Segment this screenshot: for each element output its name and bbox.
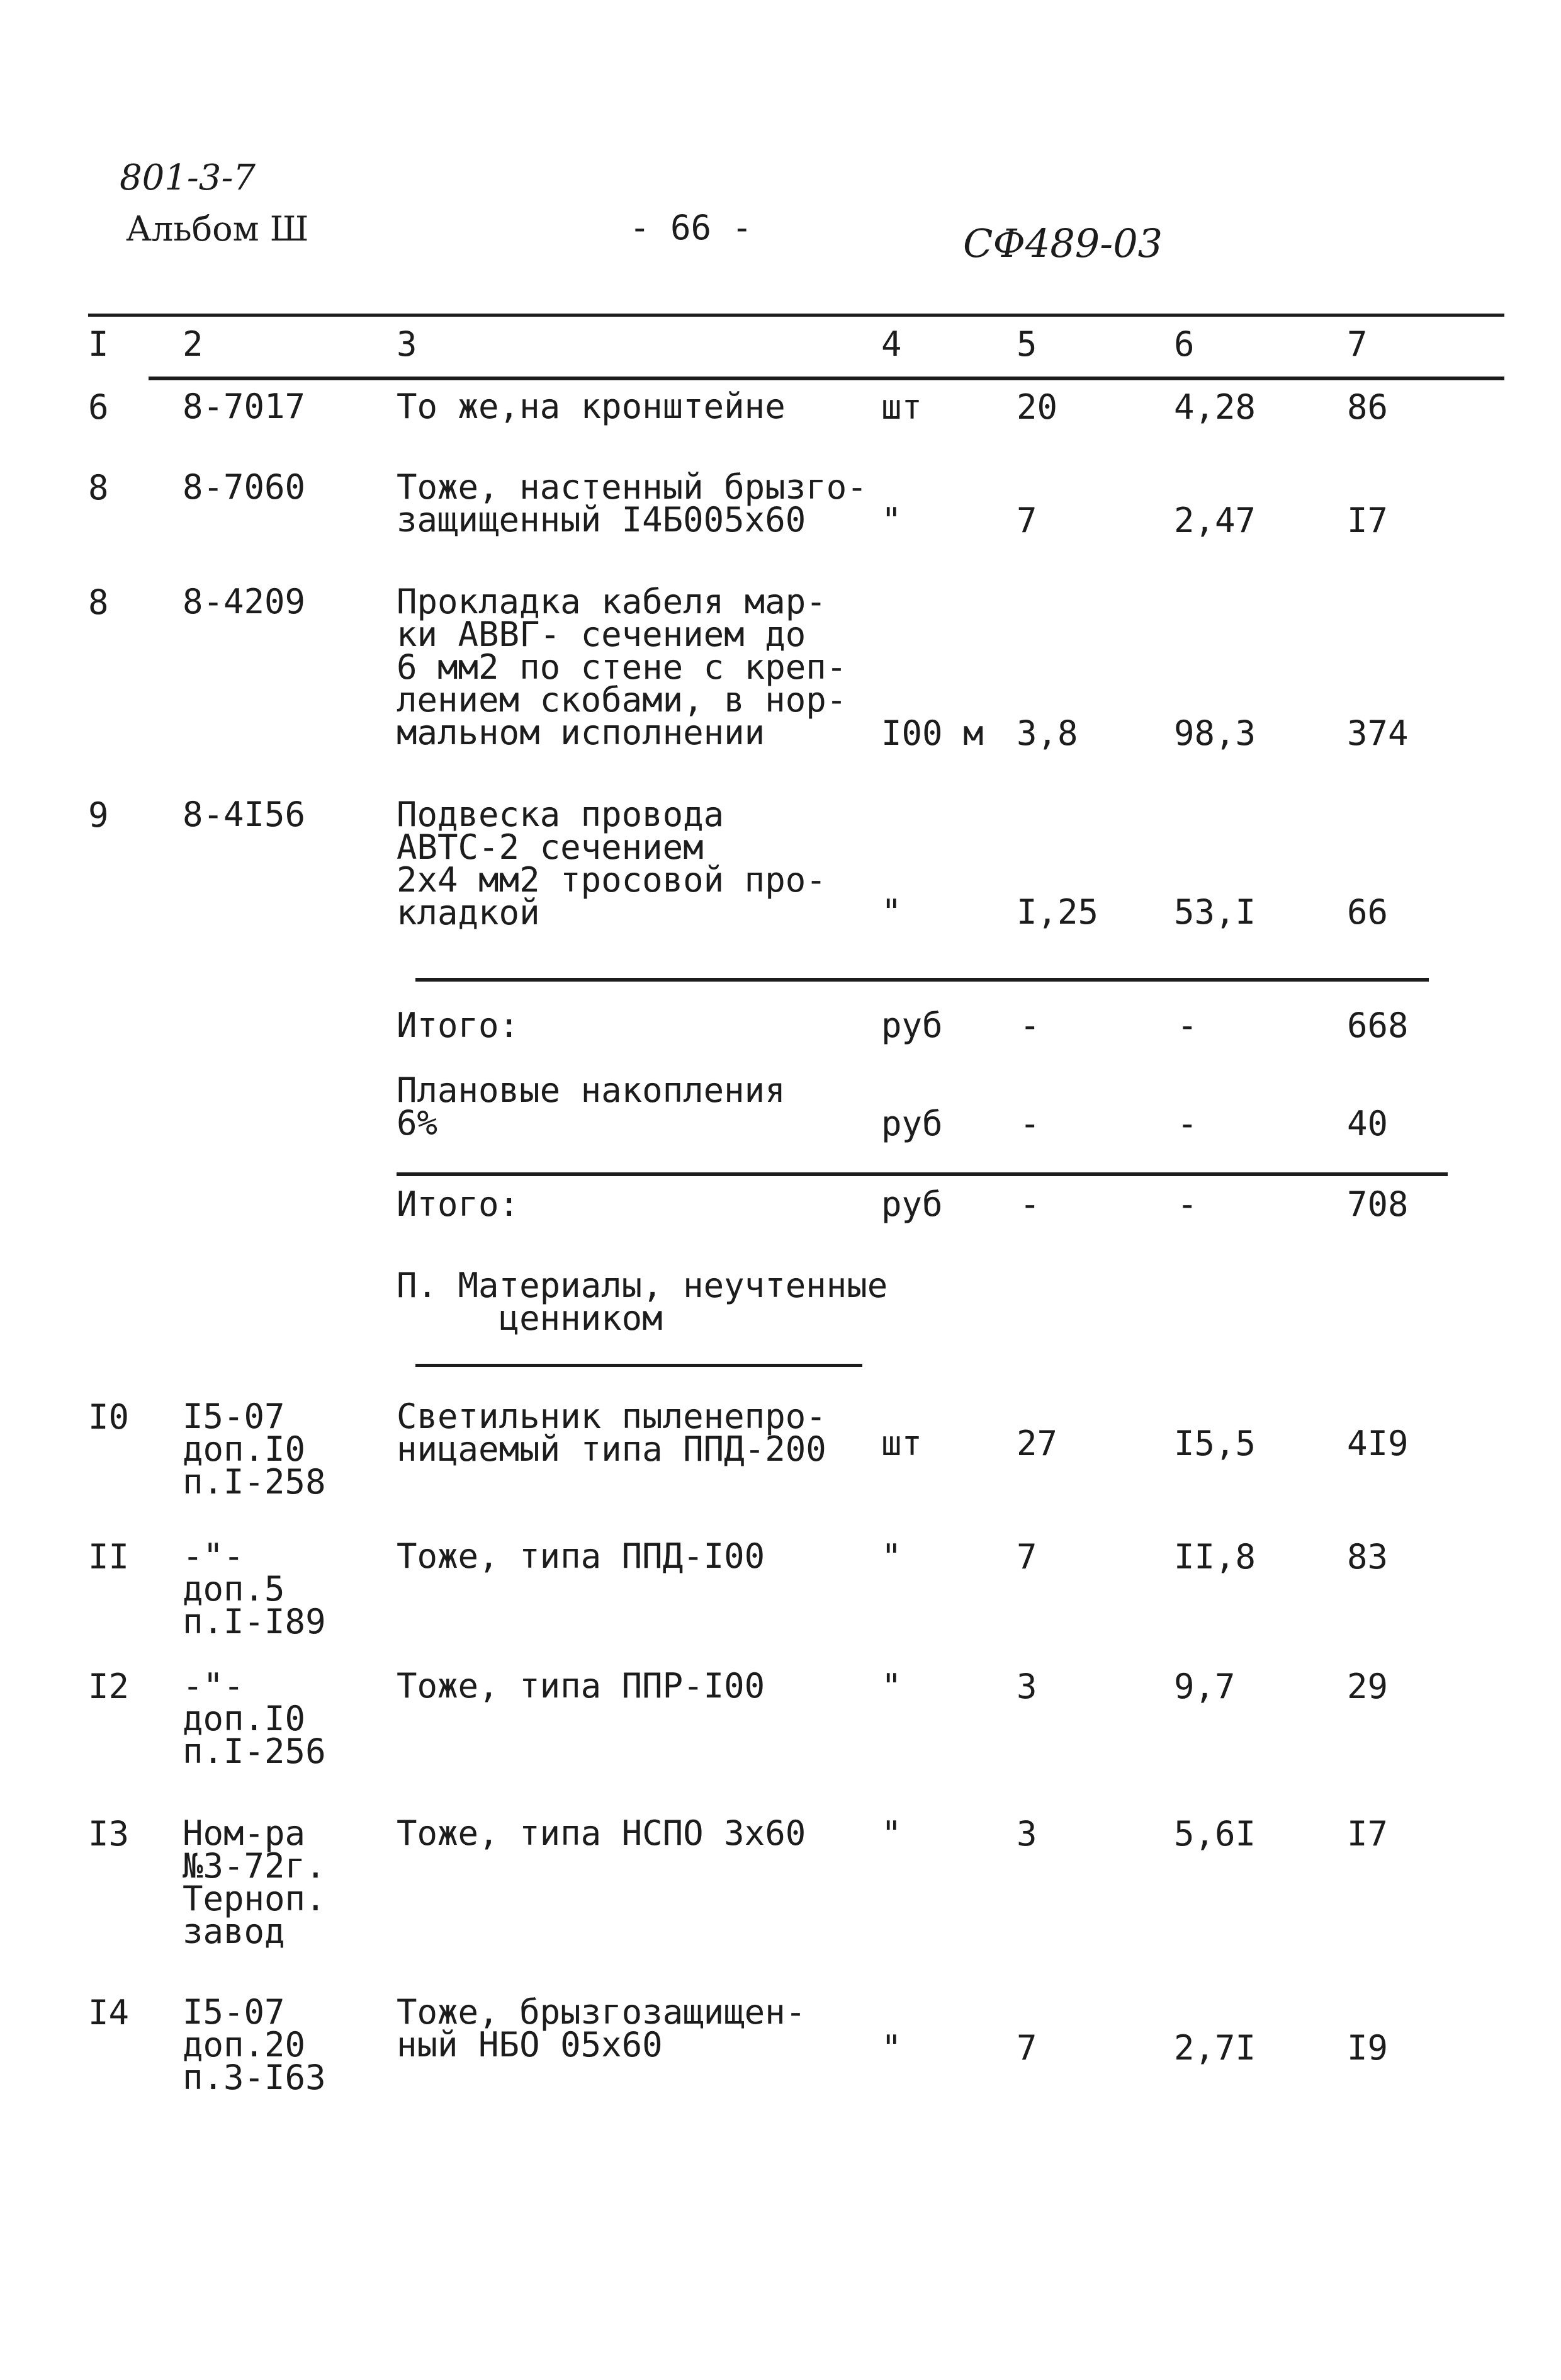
unit: шт	[881, 387, 923, 427]
unit: "	[881, 892, 902, 932]
row-number: 6	[88, 387, 109, 427]
subtotal-rule	[415, 978, 1429, 982]
unit: "	[881, 501, 902, 540]
unit-price: I5,5	[1174, 1424, 1256, 1463]
reference-code: СФ489-03	[963, 220, 1163, 266]
total-amount: 40	[1347, 1104, 1389, 1143]
price-code: -"- доп.I0 п.I-256	[183, 1666, 326, 1771]
item-description: Тоже, типа ППД-I00	[397, 1536, 765, 1576]
item-description: Тоже, типа ППР-I00	[397, 1666, 765, 1706]
total-amount: 4I9	[1347, 1424, 1409, 1463]
total-amount: 66	[1347, 892, 1389, 932]
subtotal-label: Итого:	[397, 1006, 520, 1045]
column-header-1: I	[88, 324, 109, 364]
price-code: 8-4I56	[183, 795, 306, 834]
price-code: 8-4209	[183, 582, 306, 621]
total-amount: 374	[1347, 713, 1409, 753]
price-code: -"- доп.5 п.I-I89	[183, 1536, 326, 1641]
row-number: II	[88, 1537, 130, 1577]
item-description: Тоже, настенный брызго- защищенный I4Б005х60	[397, 467, 867, 540]
quantity: -	[1020, 1104, 1040, 1143]
quantity: 3	[1017, 1667, 1037, 1706]
unit-price: II,8	[1174, 1537, 1256, 1577]
row-number: 8	[88, 468, 109, 507]
unit-price: 4,28	[1174, 387, 1256, 427]
quantity: 7	[1017, 501, 1037, 540]
price-code: Ном-ра №3-72г. Терноп. завод	[183, 1813, 326, 1951]
unit-price: 5,6I	[1174, 1814, 1256, 1854]
quantity: 7	[1017, 2028, 1037, 2068]
quantity: 7	[1017, 1537, 1037, 1577]
price-code: 8-7017	[183, 387, 306, 426]
row-number: 8	[88, 582, 109, 622]
quantity: I,25	[1017, 892, 1099, 932]
item-description: Тоже, брызгозащищен- ный НБО 05х60	[397, 1992, 806, 2065]
total-amount: 86	[1347, 387, 1389, 427]
item-description: Светильник пыленепро- ницаемый типа ППД-200	[397, 1397, 826, 1469]
row-number: I3	[88, 1814, 130, 1854]
column-header-3: 3	[397, 324, 417, 364]
doc-code: 801-3-7	[120, 157, 256, 198]
unit-price: 53,I	[1174, 892, 1256, 932]
header-top-rule	[88, 314, 1504, 317]
section-title: П. Материалы, неучтенные ценником	[397, 1266, 888, 1338]
quantity: -	[1020, 1006, 1040, 1045]
unit-price: 2,7I	[1174, 2028, 1256, 2068]
unit: "	[881, 1667, 902, 1706]
row-number: I0	[88, 1397, 130, 1437]
unit: "	[881, 1537, 902, 1577]
column-header-5: 5	[1017, 324, 1037, 364]
row-number: I2	[88, 1667, 130, 1706]
total-amount: I9	[1347, 2028, 1389, 2068]
item-description: Прокладка кабеля мар- ки АВВГ- сечением до 6 мм2 по стене с креп- лением скобами, в нор- мальном исполнении	[397, 582, 847, 752]
row-number: I4	[88, 1993, 130, 2032]
price-code: I5-07 доп.20 п.3-I63	[183, 1992, 326, 2097]
album-label: Альбом Ш	[126, 209, 309, 249]
page-number: - 66 -	[629, 208, 753, 247]
quantity: 20	[1017, 387, 1058, 427]
column-header-7: 7	[1347, 324, 1368, 364]
row-number: 9	[88, 795, 109, 835]
price-code: I5-07 доп.I0 п.I-258	[183, 1397, 326, 1502]
unit: I00 м	[881, 713, 984, 753]
unit-price: 2,47	[1174, 501, 1256, 540]
price-code: 8-7060	[183, 467, 306, 507]
header-bottom-rule	[149, 377, 1504, 380]
section-rule	[415, 1364, 862, 1367]
total-amount: I7	[1347, 501, 1389, 540]
unit: шт	[881, 1424, 923, 1463]
unit-price: 98,3	[1174, 713, 1256, 753]
column-header-6: 6	[1174, 324, 1195, 364]
unit-price: -	[1177, 1006, 1198, 1045]
unit-price: -	[1177, 1184, 1198, 1224]
total-rule	[397, 1172, 1448, 1176]
unit: руб	[881, 1006, 943, 1045]
column-header-4: 4	[881, 324, 902, 364]
total-label: Итого:	[397, 1184, 520, 1224]
quantity: -	[1020, 1184, 1040, 1224]
total-amount: 668	[1347, 1006, 1409, 1045]
item-description: Тоже, типа НСПО 3х60	[397, 1813, 806, 1853]
unit-price: -	[1177, 1104, 1198, 1143]
unit: "	[881, 1814, 902, 1854]
unit: руб	[881, 1104, 943, 1143]
quantity: 3	[1017, 1814, 1037, 1854]
total-amount: I7	[1347, 1814, 1389, 1854]
unit: руб	[881, 1184, 943, 1224]
total-amount: 29	[1347, 1667, 1389, 1706]
quantity: 27	[1017, 1424, 1058, 1463]
item-description: То же,на кронштейне	[397, 387, 786, 426]
unit-price: 9,7	[1174, 1667, 1236, 1706]
unit: "	[881, 2028, 902, 2068]
total-amount: 708	[1347, 1184, 1409, 1224]
item-description: Плановые накопления 6%	[397, 1070, 786, 1143]
item-description: Подвеска провода АВТС-2 сечением 2х4 мм2 тросовой про- кладкой	[397, 795, 826, 932]
total-amount: 83	[1347, 1537, 1389, 1577]
quantity: 3,8	[1017, 713, 1078, 753]
column-header-2: 2	[183, 324, 203, 364]
